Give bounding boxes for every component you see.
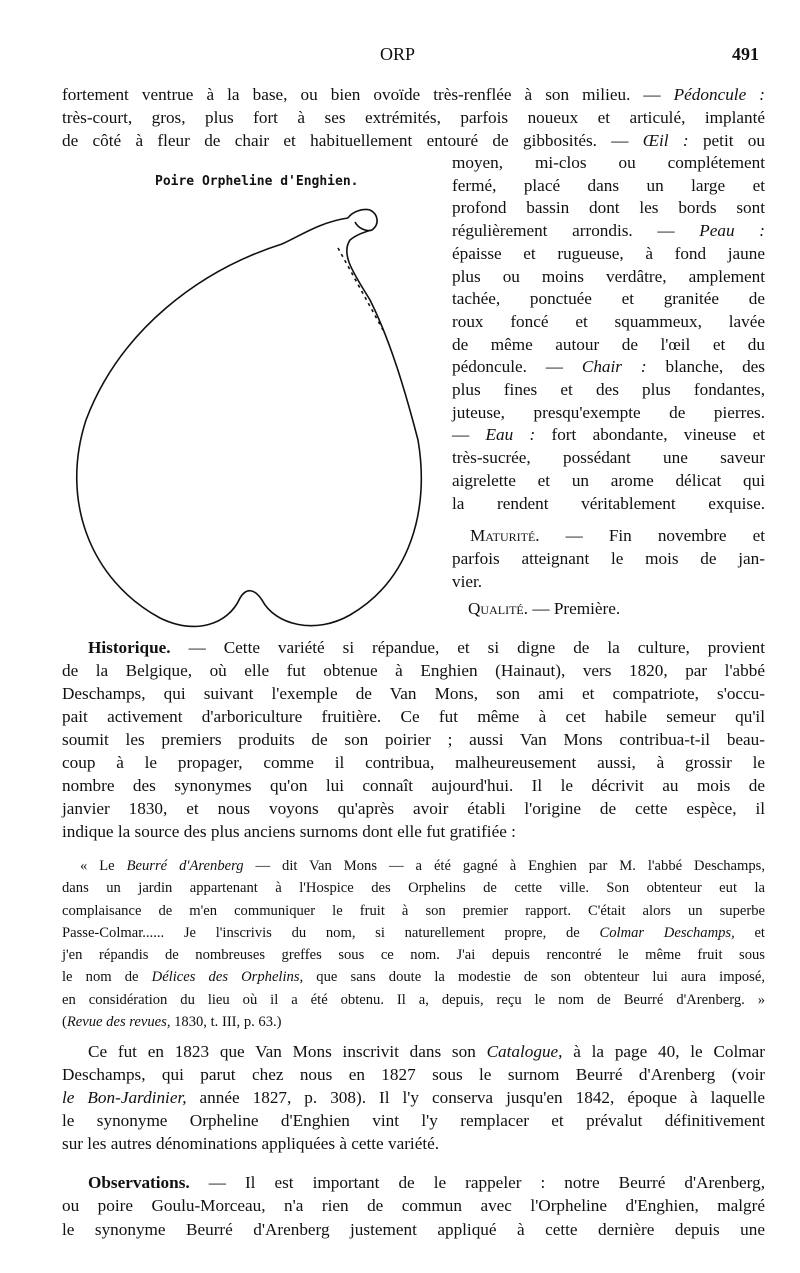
text-segment: « Le	[80, 858, 127, 874]
text-segment: — Cette variété si répandue, et si digne de la culture, provient	[170, 638, 765, 657]
text-segment: complaisance de m'en communiquer le fruit à son premier rapport. C'était alors un superbe	[62, 902, 765, 919]
text-line	[62, 682, 765, 705]
text-segment: juteuse, presqu'exempte de pierres.	[452, 402, 765, 422]
pear-outline	[77, 218, 422, 626]
text-segment: petit ou	[688, 131, 765, 151]
section-heading: Historique.	[88, 638, 171, 657]
italic-text: Chair :	[581, 357, 647, 377]
text-segment: parfois atteignant le mois de jan-	[452, 549, 765, 568]
catalogue-paragraph	[62, 1040, 765, 1155]
text-segment: blanche, des	[646, 357, 765, 377]
label-small-caps: Maturité.	[470, 526, 540, 545]
text-line	[62, 900, 765, 922]
text-line	[452, 570, 765, 593]
text-line	[62, 129, 765, 152]
text-segment: coup à le propager, comme il contribua, malheureusement aussi, à grossir le	[62, 753, 765, 772]
text-line	[62, 1011, 765, 1033]
text-line	[62, 1086, 765, 1109]
text-segment: —	[452, 425, 486, 445]
text-segment: — Fin novembre et	[539, 526, 765, 545]
italic-text: Colmar Deschamps,	[599, 924, 735, 941]
text-segment: épaisse et rugueuse, à fond jaune	[452, 243, 765, 263]
text-line	[62, 1063, 765, 1086]
text-line	[62, 922, 765, 944]
text-line	[468, 597, 765, 620]
text-segment: janvier 1830, et nous voyons qu'après avoir établi l'origine de cette espèce, il	[62, 799, 765, 818]
section-heading: Observations.	[88, 1173, 190, 1192]
text-segment: de la Belgique, où elle fut obtenue à Enghien (Hainaut), vers 1820, par l'abbé	[62, 661, 765, 680]
text-line	[452, 356, 765, 379]
text-segment: en considération du lieu où il a été obtenu. Il a, depuis, reçu le nom de Beurré d'Arenberg. »	[62, 991, 765, 1008]
text-line	[62, 751, 765, 774]
text-segment: très-sucrée, possédant une saveur	[452, 448, 765, 468]
text-line	[62, 820, 765, 843]
text-line	[452, 493, 765, 516]
text-segment: moyen, mi-clos ou complétement	[452, 153, 765, 172]
text-segment: profond bassin dont les bords sont	[452, 198, 765, 218]
text-segment: Passe-Colmar...... Je l'inscrivis du nom, si naturellement propre, de	[62, 924, 600, 941]
text-line	[452, 311, 765, 334]
text-segment: ou poire Goulu-Morceau, n'a rien de commun avec l'Orpheline d'Enghien, malgré	[62, 1196, 765, 1216]
pear-stem	[348, 209, 377, 230]
figure-caption: Poire Orpheline d'Enghien.	[155, 174, 359, 189]
text-segment: indique la source des plus anciens surnoms dont elle fut gratifiée :	[62, 822, 516, 841]
observations-paragraph	[62, 1171, 765, 1241]
text-line	[62, 1109, 765, 1132]
text-segment: fermé, placé dans un large et	[452, 175, 765, 195]
text-line	[62, 659, 765, 682]
italic-text: Œil :	[642, 131, 689, 151]
text-line	[452, 175, 765, 198]
van-mons-quote	[62, 855, 765, 1033]
text-segment: soumit les premiers produits de son poirier ; aussi Van Mons contribua-t-il beau-	[62, 730, 765, 749]
text-segment: de côté à fleur de chair et habituellement entouré de gibbosités. —	[62, 131, 643, 151]
historique-paragraph	[62, 636, 765, 843]
maturite-paragraph	[452, 524, 765, 593]
text-line	[452, 288, 765, 311]
text-line	[452, 470, 765, 493]
text-segment: sur les autres dénominations appliquées à cette variété.	[62, 1134, 440, 1153]
text-line	[62, 728, 765, 751]
text-line	[452, 547, 765, 570]
text-line	[452, 402, 765, 425]
text-segment: pait activement d'arboriculture fruitière. Ce fut même à cet habile semeur qu'il	[62, 707, 765, 726]
text-line	[62, 1132, 765, 1155]
page-number: 491	[732, 44, 759, 64]
description-right-column	[452, 152, 765, 515]
text-segment: fortement ventrue à la base, ou bien ovoïde très-renflée à son milieu. —	[62, 85, 674, 104]
text-segment: nombre des synonymes qu'on lui connaît aujourd'hui. Il le décrivit au mois de	[62, 776, 765, 795]
text-line	[62, 705, 765, 728]
text-segment: — dit Van Mons — a été gagné à Enghien par M. l'abbé Deschamps,	[243, 858, 765, 874]
italic-text: Délices des Orphelins,	[151, 969, 304, 986]
text-segment: très-court, gros, plus fort à ses extrémités, parfois noueux et articulé, implanté	[62, 108, 765, 128]
text-segment: j'en répandis de nombreuses greffes sous ce nom. J'ai depuis rencontré le même fruit sous	[62, 947, 765, 964]
description-continued	[62, 83, 765, 153]
text-segment: plus ou moins verdâtre, amplement	[452, 266, 765, 286]
text-line	[62, 106, 765, 129]
text-line	[62, 1194, 765, 1217]
text-line	[62, 83, 765, 106]
text-segment: le synonyme Beurré d'Arenberg justement appliqué à cette dernière depuis une	[62, 1219, 765, 1239]
text-segment: plus fines et des plus fondantes,	[452, 380, 765, 400]
text-segment: de même autour de l'œil et du	[452, 334, 765, 354]
running-title: ORP	[380, 44, 416, 64]
italic-text: Eau :	[485, 425, 536, 445]
text-segment: — Il est important de le rappeler : notre Beurré d'Arenberg,	[189, 1173, 765, 1192]
italic-text: Catalogue,	[486, 1042, 563, 1061]
italic-text: Peau :	[699, 221, 765, 241]
text-line	[62, 774, 765, 797]
text-line	[452, 424, 765, 447]
text-segment: et	[734, 924, 765, 941]
text-line	[452, 524, 765, 547]
text-line	[62, 797, 765, 820]
text-line	[452, 220, 765, 243]
text-line	[62, 1171, 765, 1194]
text-segment: régulièrement arrondis. —	[452, 221, 700, 241]
text-line	[452, 266, 765, 289]
text-segment: Deschamps, qui suivant l'exemple de Van Mons, son ami et compatriote, s'occu-	[62, 684, 765, 703]
italic-text: Pédoncule :	[673, 85, 765, 104]
text-line	[62, 855, 765, 877]
text-segment: 1830, t. III, p. 63.)	[170, 1014, 282, 1031]
text-line	[452, 152, 765, 175]
text-segment: vier.	[452, 572, 483, 591]
italic-text: Revue des revues,	[66, 1014, 171, 1031]
text-segment: dans un jardin appartenant à l'Hospice des Orphelins de cette ville. Son obtenteur eut la	[62, 880, 765, 897]
text-segment: pédoncule. —	[452, 357, 582, 377]
text-segment: la rendent véritablement exquise.	[452, 493, 765, 513]
text-segment: que sans doute la modestie de son obtenteur lui aura imposé,	[303, 969, 765, 986]
text-line	[62, 877, 765, 899]
text-line	[62, 966, 765, 988]
text-line	[62, 1040, 765, 1063]
italic-text: Beurré d'Arenberg	[126, 858, 244, 874]
text-segment: fort abondante, vineuse et	[535, 425, 765, 445]
text-segment: tachée, ponctuée et granitée de	[452, 289, 765, 309]
italic-text: le Bon-Jardinier,	[62, 1088, 187, 1107]
text-line	[452, 379, 765, 402]
text-segment: — Première.	[528, 599, 621, 618]
text-segment: Ce fut en 1823 que Van Mons inscrivit dans son	[88, 1042, 487, 1061]
text-segment: année 1827, p. 308). Il l'y conserva jusqu'en 1842, époque à laquelle	[186, 1088, 765, 1107]
text-segment: à la page 40, le Colmar	[562, 1042, 766, 1061]
text-line	[62, 944, 765, 966]
text-segment: roux foncé et squammeux, lavée	[452, 311, 765, 331]
text-line	[62, 636, 765, 659]
text-segment: aigrelette et un arome délicat qui	[452, 470, 765, 490]
text-segment: le synonyme Orpheline d'Enghien vint l'y remplacer et prévalut définitivement	[62, 1111, 765, 1130]
text-segment: le nom de	[62, 969, 152, 986]
text-line	[452, 447, 765, 470]
text-line	[452, 197, 765, 220]
qualite-paragraph	[468, 597, 765, 620]
text-segment: (	[62, 1014, 67, 1031]
text-line	[62, 1218, 765, 1241]
text-line	[452, 334, 765, 357]
label-small-caps: Qualité.	[468, 599, 529, 618]
text-segment: Deschamps, qui parut chez nous en 1827 sous le surnom Beurré d'Arenberg (voir	[62, 1065, 765, 1084]
text-line	[62, 989, 765, 1011]
text-line	[452, 243, 765, 266]
